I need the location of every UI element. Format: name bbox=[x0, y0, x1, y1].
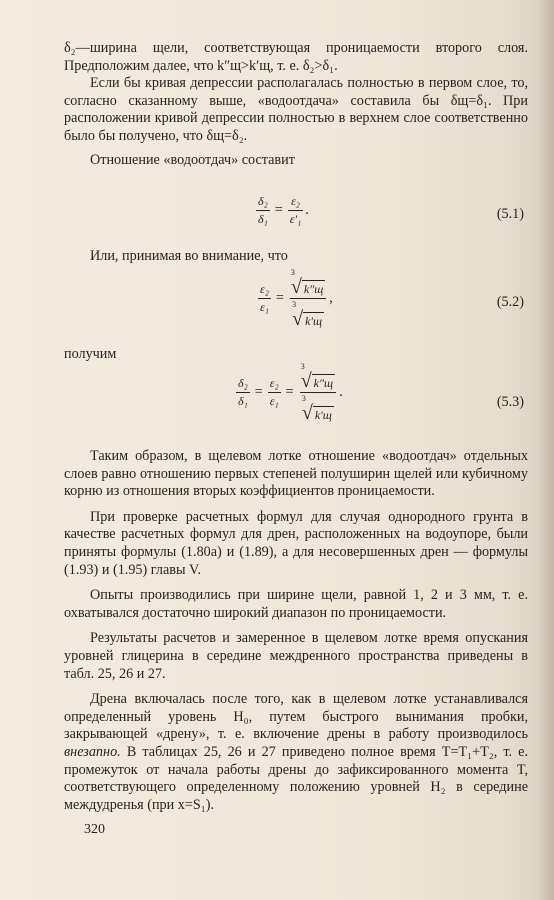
eq51-lhs-fraction: $\frac{\text{δ₂}}{\text{δ₁}}$ bbox=[258, 194, 268, 226]
eq53-fraction-1: $\frac{\text{δ₂}}{\text{δ₁}}$ bbox=[238, 376, 248, 408]
paragraph-1: δ₂—ширина щели, соответствующая проницаемости второго слоя. Предположим далее, что k″щ>k′щ, т. е. δ₂>δ₁. bbox=[64, 40, 528, 74]
eq53-root-fraction: 3 √ k″щ 3 √ k′щ bbox=[299, 362, 337, 423]
text-top bbox=[64, 40, 528, 169]
equation-number-5-1: (5.1) bbox=[496, 206, 524, 222]
eq52-lhs-fraction: $\frac{\text{ε₂}}{\text{ε₁}}$ bbox=[260, 282, 269, 314]
paragraph-2: Если бы кривая депрессии располагалась полностью в первом слое, то, согласно сказанному выше, «водоотдача» составила бы δщ=δ₁. При расположении кривой депрессии полностью в верхнем слое соответственно было бы получено, что δщ=δ₂. bbox=[64, 75, 528, 144]
emphasis-suddenly: внезапно. bbox=[64, 743, 121, 760]
equation-5-3: $\frac{\text{δ₂}}{\text{δ₁}}$ = $\frac{\text{ε₂}}{\text{ε₁}}$ = 3 √ k″щ 3 √ k′щ . (5.3) bbox=[238, 362, 524, 424]
paragraph-8: Опыты производились при ширине щели, равной 1, 2 и 3 мм, т. е. охватывался достаточно широкий диапазон по проницаемости. bbox=[64, 587, 528, 621]
paragraph-3: Отношение «водоотдач» составит bbox=[90, 151, 295, 168]
paragraph-10: Дрена включалась после того, как в щелевом лотке устанавливался определенный уровень H₀, путем быстрого вынимания пробки, закрывающей «дрену», т. е. включение дрены в работу производилось внезапно. В таблицах 25, 26 и 27 приведено полное время T=T₁+T₂, т. е. промежуток от начала работы дрены до зафиксированного момента T, соответствующего определенному положению уровней H₂ в середине междудренья (при x=S₁). bbox=[64, 691, 528, 813]
equation-number-5-3: (5.3) bbox=[496, 394, 524, 410]
paragraph-4: Или, принимая во внимание, что bbox=[90, 248, 288, 264]
eq52-root-fraction: 3 √ k″щ 3 √ k′щ bbox=[289, 268, 327, 329]
text-bottom bbox=[64, 448, 528, 814]
equation-5-2: $\frac{\text{ε₂}}{\text{ε₁}}$ = 3 √ k″щ 3 √ k′щ , (5.2) bbox=[260, 268, 524, 330]
text-mid-1 bbox=[64, 248, 528, 266]
paragraph-6: Таким образом, в щелевом лотке отношение «водоотдач» отдельных слоев равно отношению первых степеней полуширин щелей или кубичному корню из отношения вторых коэффициентов проницаемости. bbox=[64, 448, 528, 500]
equation-5-1: $\frac{\text{δ₂}}{\text{δ₁}}$ = $\frac{\text{ε₂}}{\text{ε′₁}}$ . (5.1) bbox=[258, 194, 524, 226]
equation-number-5-2: (5.2) bbox=[496, 294, 524, 310]
eq51-rhs-fraction: $\frac{\text{ε₂}}{\text{ε′₁}}$ bbox=[289, 194, 302, 226]
text-mid-2 bbox=[64, 346, 528, 364]
eq53-fraction-2: $\frac{\text{ε₂}}{\text{ε₁}}$ bbox=[269, 376, 279, 408]
page-number: 320 bbox=[84, 822, 105, 837]
paragraph-7: При проверке расчетных формул для случая однородного грунта в качестве расчетных формул для дрен, расположенных на водоупоре, были приняты формулы (1.80а) и (1.89), а для несовершенных дрен — формулы (1.93) и (1.95) главы V. bbox=[64, 508, 528, 578]
page-spine-shadow bbox=[538, 0, 554, 900]
paragraph-5: получим bbox=[64, 346, 117, 362]
paragraph-9: Результаты расчетов и замеренное в щелевом лотке время опускания уровней глицерина в середине междренного пространства приведены в табл. 25, 26 и 27. bbox=[64, 630, 528, 682]
